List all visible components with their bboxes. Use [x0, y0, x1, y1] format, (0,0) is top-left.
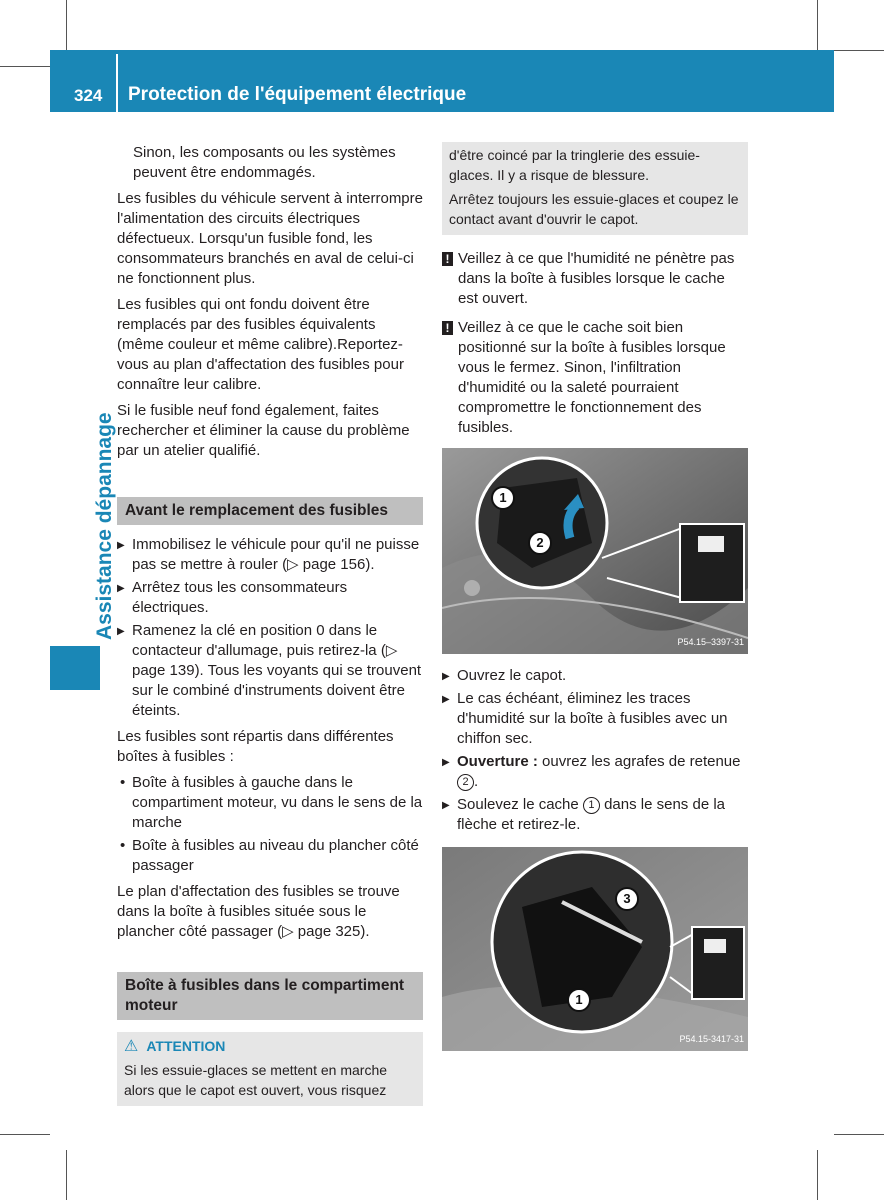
warning-triangle-icon: ⚠ — [124, 1038, 139, 1055]
step-bold-label: Ouverture : — [457, 753, 538, 770]
paragraph: Sinon, les composants ou les systèmes peuvent être endommagés. — [133, 144, 396, 181]
step-text: Soulevez le cache — [457, 796, 583, 813]
warning-text: Si les essuie-glaces se mettent en marche alors que le capot est ouvert, vous risquez — [124, 1062, 388, 1098]
callout-ref-1: 1 — [583, 797, 600, 814]
list-item: ▶ Ouvrez le capot. — [442, 666, 748, 686]
warning-title-row — [124, 1036, 416, 1057]
list-item: • Boîte à fusibles au niveau du plancher côté passager — [117, 836, 423, 876]
side-tab-marker — [50, 646, 100, 690]
list-item: ▶ Ramenez la clé en position 0 dans le contacteur d'allumage, puis retirez-la (▷ page 139). Tous les voyants qui se trouvent sur le combiné d'instruments doivent être éteints. — [117, 621, 423, 721]
page-number: 324 — [74, 86, 103, 105]
warning-title: ATTENTION — [146, 1038, 226, 1054]
step-text: dans le sens de la flèche et retirez-le. — [457, 796, 726, 833]
step-list — [117, 535, 423, 721]
paragraph: Les fusibles du véhicule servent à interrompre l'alimentation des circuits électriques défectueux. Lorsqu'un fusible fond, les consommateurs branchés en aval de celui-ci ne fonctionnent plus. — [117, 190, 423, 287]
note-text: Veillez à ce que l'humidité ne pénètre pas dans la boîte à fusibles lorsque le cache est ouvert. — [458, 250, 735, 307]
list-item: ▶ Immobilisez le véhicule pour qu'il ne puisse pas se mettre à rouler (▷ page 156). — [117, 535, 423, 575]
warning-text: Arrêtez toujours les essuie-glaces et coupez le contact avant d'ouvrir le capot. — [449, 191, 739, 227]
crop-mark — [66, 1150, 67, 1200]
engine-bay-photo-1 — [442, 448, 748, 654]
list-item: ▶ Arrêtez tous les consommateurs électriques. — [117, 578, 423, 618]
paragraph: Si le fusible neuf fond également, faites rechercher et éliminer la cause du problème par un atelier qualifié. — [117, 402, 410, 459]
engine-bay-illustration — [442, 847, 748, 1051]
exclamation-icon: ! — [442, 252, 453, 266]
callout-2: 2 — [528, 531, 552, 555]
left-column — [117, 143, 423, 1106]
callout-1: 1 — [491, 486, 515, 510]
crop-mark — [66, 0, 67, 50]
callout-3: 3 — [615, 887, 639, 911]
note-text: Veillez à ce que le cache soit bien positionné sur la boîte à fusibles lorsque vous le fermez. Sinon, l'infiltration d'humidité ou la saleté pourraient compromettre le fonctionnement des fusibles. — [458, 319, 726, 436]
list-item: ▶ Le cas échéant, éliminez les traces d'humidité sur la boîte à fusibles avec un chiffon sec. — [442, 689, 748, 749]
warning-box-continued — [442, 142, 748, 235]
crop-mark — [834, 1134, 884, 1135]
section-heading: Avant le remplacement des fusibles — [117, 497, 423, 525]
crop-mark — [817, 1150, 818, 1200]
warning-text: d'être coincé par la tringlerie des essuie-glaces. Il y a risque de blessure. — [449, 147, 700, 183]
paragraph: Les fusibles sont répartis dans différentes boîtes à fusibles : — [117, 728, 394, 765]
paragraph: Les fusibles qui ont fondu doivent être remplacés par des fusibles équivalents (même couleur et même calibre).Reportez-vous au plan d'affectation des fusibles pour connaître leur calibre. — [117, 296, 404, 393]
callout-ref-2: 2 — [457, 774, 474, 791]
step-text: ouvrez les agrafes de retenue — [537, 753, 741, 770]
crop-mark — [0, 66, 50, 67]
note — [442, 249, 748, 309]
callout-1: 1 — [567, 988, 591, 1012]
warning-box — [117, 1032, 423, 1106]
crop-mark — [0, 1134, 50, 1135]
list-item: • Boîte à fusibles à gauche dans le compartiment moteur, vu dans le sens de la marche — [117, 773, 423, 833]
section-heading: Boîte à fusibles dans le compartiment moteur — [117, 972, 423, 1020]
exclamation-icon: ! — [442, 321, 453, 335]
crop-mark — [834, 50, 884, 51]
photo-reference: P54.15-3417-31 — [679, 1034, 744, 1044]
crop-mark — [817, 0, 818, 50]
engine-bay-photo-2 — [442, 847, 748, 1051]
fusebox-list — [117, 773, 423, 876]
note — [442, 318, 748, 438]
step-list — [442, 666, 748, 835]
list-item: ▶ Ouverture : ouvrez les agrafes de retenue 2 . — [442, 752, 748, 792]
side-tab-label: Assistance dépannage — [93, 412, 116, 640]
engine-bay-illustration — [442, 448, 748, 654]
header-separator — [116, 54, 118, 112]
page-title: Protection de l'équipement électrique — [128, 84, 467, 105]
paragraph: Le plan d'affectation des fusibles se trouve dans la boîte à fusibles située sous le plancher côté passager (▷ page 325). — [117, 883, 400, 940]
list-item — [442, 795, 748, 835]
right-column — [442, 142, 748, 1063]
photo-reference: P54.15–3397-31 — [677, 637, 744, 647]
